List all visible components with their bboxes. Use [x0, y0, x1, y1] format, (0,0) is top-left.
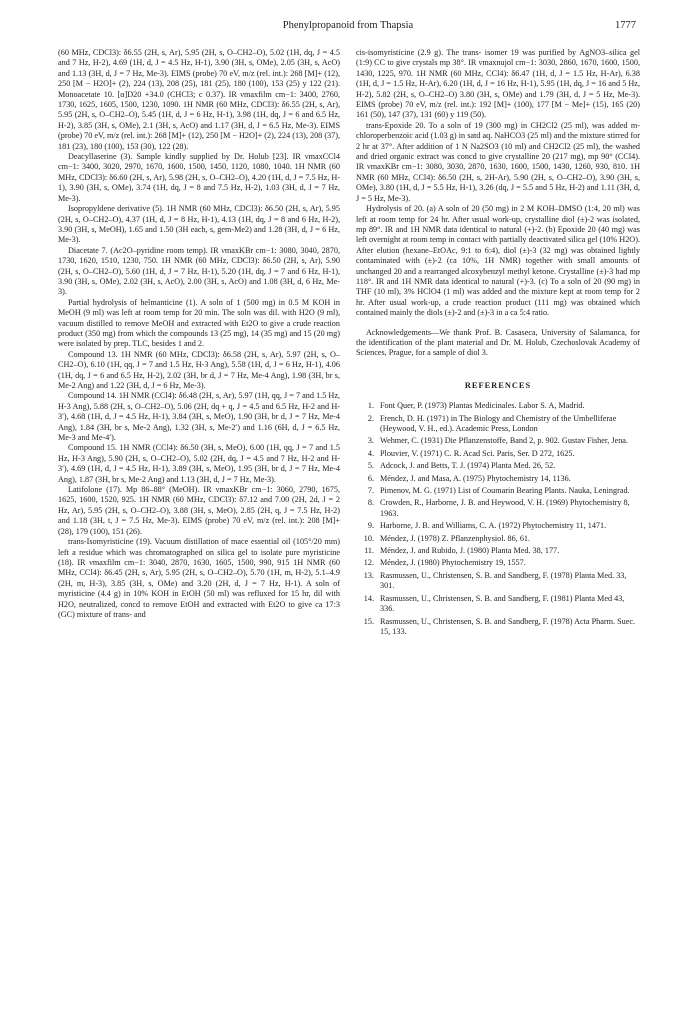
reference-number: 15.	[363, 616, 374, 626]
paragraph: (60 MHz, CDCl3): δ6.55 (2H, s, Ar), 5.95 (2H, s, O–CH2–O), 5.02 (1H, dq, J = 4.5 and 7 Hz, H-2), 4.69 (1H, d, J = 4.5 Hz, H-1), 3.90 (3H, s, OMe), 2.05 (3H, s, AcO) and 1.13 (3H, d, J = 7 Hz, Me-3). EIMS (probe) 70 eV, m/z (rel. int.): 268 [M]+ (12), 250 [M − H2O]+ (2), 224 (13), 208 (25), 181 (25), 180 (100), 153 (25) y 122 (21). Monoacetate 10. [α]D20 +34.0 (CHCl3; c 0.37). IR νmaxfilm cm−1: 3400, 2760, 1730, 1625, 1605, 1500, 1230, 1090. 1H NMR (60 MHz, CDCl3): δ6.55 (2H, s, Ar), 5.95 (2H, s, O–CH2–O), 5.45 (1H, d, J = 6 Hz, H-1), 3.98 (1H, dq, J = 6 and 6.5 Hz, H-2), 3.85 (3H, s, OMe), 2.1 (3H, s, AcO) and 1.17 (3H, d, J = 6.5 Hz, Me-3). EIMS (probe) 70 eV, m/z (rel. int.): 268 [M]+ (12), 250 [M − H2O]+ (2), 224 (13), 208 (37), 181 (23), 180 (100), 153 (30), 122 (28).	[58, 48, 340, 151]
paragraph: Compound 14. 1H NMR (CCl4): δ6.48 (2H, s, Ar), 5.97 (1H, qq, J = 7 and 1.5 Hz, H-3 Ang), 5.88 (2H, s, O–CH2–O), 5.06 (2H, dq + q, J = 4.5 and 6.5 Hz, H-2 and H-3′), 4.68 (1H, d, J = 4.5 Hz, H-1), 3.84 (3H, s, MeO), 1.90 (3H, br d, J = 7 Hz, Me-4 Ang), 1.84 (3H, br s, Me-2 Ang), 1.32 (3H, s, Me-2′) and 1.16 (6H, d, J = 6.5 Hz, Me-3 and Me-4′).	[58, 391, 340, 443]
reference-number: 13.	[363, 570, 374, 580]
paragraph: Latifolone (17). Mp 86–88° (MeOH). IR νmaxKBr cm−1: 3060, 2790, 1675, 1625, 1600, 1520, 925. 1H NMR (60 MHz, CDCl3): δ7.12 and 7.00 (2H, 2d, J = 2 Hz, Ar), 5.95 (2H, s, O–CH2–O), 3.88 (3H, s, MeO), 2.85 (2H, q, J = 7.5 Hz, H-2) and 1.18 (3H, t, J = 7.5 Hz, Me-3). EIMS (probe) 70 eV, m/z (rel. int.): 208 [M]+ (28), 179 (100), 151 (26).	[58, 485, 340, 536]
paragraph: Deacyllaserine (3). Sample kindly supplied by Dr. Holub [23]. IR νmaxCCl4 cm−1: 3400, 3020, 2970, 1670, 1600, 1500, 1450, 1120, 1080, 1040. 1H NMR (60 MHz, CDCl3): δ6.60 (2H, s, Ar), 5.98 (2H, s, O–CH2–O), 4.20 (1H, d, J = 7.5 Hz, H-1), 3.90 (3H, s, OMe), 3.74 (1H, dq, J = 8 and 7.5 Hz, H-2), 1.03 (3H, d, J = 7 Hz, Me-3).	[58, 152, 340, 203]
reference-text: Rasmussen, U., Christensen, S. B. and Sandberg, F. (1978) Acta Pharm. Suec. 15, 133.	[380, 616, 636, 636]
paragraph: Partial hydrolysis of helmanticine (1). A soln of 1 (500 mg) in 0.5 M KOH in MeOH (9 ml) was left at room temp for 20 min. The soln was dil. with H2O (9 ml), vacuum distilled to remove MeOH and extracted with Et2O to give a crude reaction product (350 mg) from which the compounds 13 (25 mg), 14 (35 mg) and 15 (20 mg) were isolated by prep. TLC, besides 1 and 2.	[58, 297, 340, 349]
reference-item	[356, 414, 640, 435]
reference-number: 4.	[367, 448, 374, 458]
reference-text: Wehmer, C. (1931) Die Pflanzenstoffe, Band 2, p. 902. Gustav Fisher, Jena.	[380, 436, 628, 446]
reference-text: Adcock, J. and Betts, T. J. (1974) Planta Med. 26, 52.	[380, 461, 556, 471]
paragraph: Diacetate 7. (Ac2O–pyridine room temp). IR νmaxKBr cm−1: 3080, 3040, 2870, 1730, 1620, 1510, 1230, 750. 1H NMR (60 MHz, CDCl3): δ6.50 (2H, s, Ar), 5.90 (2H, s, O–CH2–O), 5.60 (1H, d, J = 7 Hz, H-1), 5.20 (1H, dq, J = 7 and 6 Hz, H-1), 3.90 (3H, s, OMe), 2.02 (3H, s, AcO), 2.00 (3H, s, AcO) and 1.08 (3H, d, 6 Hz, Me-3).	[58, 245, 340, 297]
reference-item	[356, 534, 640, 544]
reference-text: Pimenov, M. G. (1971) List of Coumarin Bearing Plants. Nauka, Leningrad.	[380, 486, 630, 496]
paragraph: Compound 13. 1H NMR (60 MHz, CDCl3): δ6.58 (2H, s, Ar), 5.97 (2H, s, O–CH2–O), 6.10 (1H, qq, J = 7 and 1.5 Hz, H-3 Ang), 5.58 (1H, d, J = 6 Hz, H-1), 4.06 (1H, dq, J = 6 and 6.5 Hz, H-2), 2.02 (3H, br d, J = 7 Hz, Me-4 Ang), 1.98 (3H, br s, Me-2 Ang) and 1.22 (3H, d, J = 6 Hz, Me-3).	[58, 349, 340, 390]
right-column	[356, 48, 640, 1008]
acknowledgements: Acknowledgements—We thank Prof. B. Casaseca, University of Salamanca, for the identification of the plant material and Dr. M. Holub, Czechoslovak Academy of Sciences, Prague, for a sample of diol 3.	[356, 327, 640, 358]
reference-number: 10.	[363, 533, 374, 543]
paragraph: cis-isomyristicine (2.9 g). The trans- isomer 19 was purified by AgNO3–silica gel (1:9) CC to give crystals mp 38°. IR νmaxnujol cm−1: 3030, 2860, 1670, 1600, 1500, 1430, 1225, 970. 1H NMR (60 MHz, CCl4): δ6.47 (1H, d, J = 1.5 Hz, H-Ar), 6.38 (1H, d, J = 1.5 Hz, H-Ar), 6.20 (1H, d, J = 16 Hz, H-1), 5.95 (1H, dq, J = 16 and 5 Hz, H-2), 5.82 (2H, s, O–CH2–O) 3.80 (3H, s, OMe) and 1.79 (3H, d, J = 5 Hz, Me-3). EIMS (probe) 70 eV, m/z (rel. int.): 192 [M]+ (100), 177 [M − Me]+ (15), 165 (20) 161 (50), 147 (37), 131 (60) y 119 (50).	[356, 48, 640, 120]
left-column	[58, 48, 340, 1008]
reference-number: 12.	[363, 558, 374, 568]
reference-text: Plouvier, V. (1971) C. R. Acad Sci. Paris, Ser. D 272, 1625.	[380, 448, 575, 458]
paragraph: trans-Epoxide 20. To a soln of 19 (300 mg) in CH2Cl2 (25 ml), was added m-chloroperbenzoic acid (1.03 g) in satd aq. NaHCO3 (25 ml) and the mixture stirred for 2 hr at 37°. After addition of 1 N Na2SO3 (10 ml) and CH2Cl2 (25 ml), the washed and dried organic extract was concd to give crystalline 20 (217 mg), mp 90° (CCl4). IR νmaxKBr cm−1: 3080, 3030, 2870, 1630, 1600, 1500, 1430, 1260, 930, 810. 1H NMR (60 MHz, CCl4): δ6.50 (2H, s, 2H-Ar), 5.90 (2H, s, O–CH2–O), 3.90 (3H, s, OMe), 3.80 (1H, d, J = 5.5 Hz, H-1), 3.26 (dq, J = 5.5 and 5 Hz, H-2) and 1.11 (3H, d, J = 5 Hz, Me-3).	[356, 120, 640, 203]
paragraph: Isopropyldene derivative (5). 1H NMR (60 MHz, CDCl3): δ6.50 (2H, s, Ar), 5.95 (2H, s, O–CH2–O), 4.37 (1H, d, J = 8 Hz, H-1), 4.13 (1H, dq, J = 8 and 6 Hz, H-2), 3.90 (3H, s, MeOH), 1.65 and 1.50 (3H each, s, gem-Me2) and 1.28 (3H, d, J = 6 Hz, Me-3).	[58, 204, 340, 245]
reference-number: 2.	[367, 413, 374, 423]
reference-item	[356, 486, 640, 496]
reference-item	[356, 401, 640, 411]
reference-text: Méndez, J. (1980) Phytochemistry 19, 1557.	[380, 558, 526, 568]
reference-number: 1.	[367, 401, 374, 411]
reference-number: 14.	[363, 593, 374, 603]
reference-item	[356, 449, 640, 459]
reference-item	[356, 521, 640, 531]
paragraph: trans-Isomyristicine (19). Vacuum distillation of mace essential oil (105°/20 mm) left a residue which was chromatographed on silica gel to isolate pure myristicine (18). IR νmaxfilm cm−1: 3040, 2870, 1630, 1605, 1500, 990, 915 1H NMR (60 MHz, CCl4): δ6.45 (2H, s, Ar), 5.95 (2H, s, O–CH2–O), 5.70 (1H, m, H-2), 5.1–4.9 (2H, m, H-3), 3.85 (3H, s, OMe) and 3.20 (2H, d, J = 7 Hz, H-1). A soln of myristicine (4.4 g) in 10% KOH in EtOH (50 ml) was refluxed for 15 hr, dil with H2O, neutralized, concd to remove EtOH and extracted with Et2O to give ca 17:3 (GC) mixture of trans- and	[58, 537, 340, 619]
reference-text: Crowden, R., Harborne, J. B. and Heywood, V. H. (1969) Phytochemistry 8, 1963.	[380, 498, 630, 518]
reference-item	[356, 436, 640, 446]
paragraph: Hydrolysis of 20. (a) A soln of 20 (50 mg) in 2 M KOH–DMSO (1:4, 20 ml) was left at room temp for 24 hr. After usual work-up, crystalline diol (±)-2 was isolated, mp 89°. IR and 1H NMR data identical to natural (+)-2. (b) Epoxide 20 (40 mg) was left overnight at room temp in contact with partially deactivated silica gel (10% H2O). After elution (hexane–EtOAc, 9:1 to 6:4), diol (±)-3 (32 mg) was obtained lightly contaminated with (±)-2 (ca 10%, 1H NMR) together with small amounts of unchanged 20 and a rearranged alcoxybenzyl methyl ketone. Crystalline (±)-3 had mp 118°. IR and 1H NMR data identical to natural (+)-3. (c) To a soln of 20 (90 mg) in THF (10 ml), 3% HClO4 (1 ml) was added and the mixture kept at room temp for 2 hr. After usual work-up, a crude reaction product (111 mg) was obtained which contained mainly the diols (±)-2 and (±)-3 in a ca 5:4 ratio.	[356, 204, 640, 318]
reference-item	[356, 498, 640, 519]
reference-list	[356, 401, 640, 637]
reference-number: 5.	[367, 461, 374, 471]
reference-text: Rasmussen, U., Christensen, S. B. and Sandberg, F. (1981) Planta Med 43, 336.	[380, 593, 625, 614]
reference-text: Font Quer, P. (1973) Plantas Medicinales. Labor S. A, Madrid.	[380, 401, 585, 411]
page-number: 1777	[615, 20, 636, 31]
reference-item	[356, 546, 640, 556]
reference-item	[356, 571, 640, 592]
page-header	[60, 20, 636, 38]
reference-number: 3.	[367, 436, 374, 446]
reference-number: 8.	[367, 498, 374, 508]
reference-item	[356, 461, 640, 471]
reference-text: Méndez, J. and Rubido, J. (1980) Planta Med. 38, 177.	[380, 546, 560, 556]
references-heading: REFERENCES	[464, 380, 532, 390]
reference-text: Méndez, J. (1978) Z. Pflanzenphysiol. 86, 61.	[380, 533, 531, 543]
reference-text: Harborne, J. B. and Williams, C. A. (1972) Phytochemistry 11, 1471.	[380, 521, 607, 531]
paragraph: Compound 15. 1H NMR (CCl4): δ6.50 (3H, s, MeO), 6.00 (1H, qq, J = 7 and 1.5 Hz, H-3 Ang), 5.90 (2H, s, O–CH2–O), 5.02 (2H, dq, J = 4.5 and 7 Hz, H-2 and H-3′), 4.69 (1H, d, J = 4.5 Hz, H-1), 3.89 (3H, s, MeO), 1.95 (3H, br d, J = 7 Hz, Me-4 Ang), 1.87 (3H, br s, Me-2 Ang) and 1.13 (3H, d, J = 7 Hz, Me-3).	[58, 443, 340, 484]
running-title: Phenylpropanoid from Thapsia	[282, 20, 414, 31]
reference-item	[356, 474, 640, 484]
reference-item	[356, 594, 640, 615]
reference-item	[356, 617, 640, 638]
reference-number: 11.	[364, 546, 374, 556]
reference-number: 9.	[367, 521, 374, 531]
reference-number: 7.	[367, 486, 374, 496]
reference-text: Rasmussen, U., Christensen, S. B. and Sandberg, F. (1978) Planta Med. 33, 301.	[380, 570, 627, 591]
reference-number: 6.	[367, 473, 374, 483]
reference-item	[356, 558, 640, 568]
reference-text: Méndez, J. and Masa, A. (1975) Phytochemistry 14, 1136.	[380, 473, 571, 483]
reference-text: French, D. H. (1971) in The Biology and Chemistry of the Umbelliferae (Heywood, V. H., ed.). Academic Press, London	[380, 413, 617, 433]
